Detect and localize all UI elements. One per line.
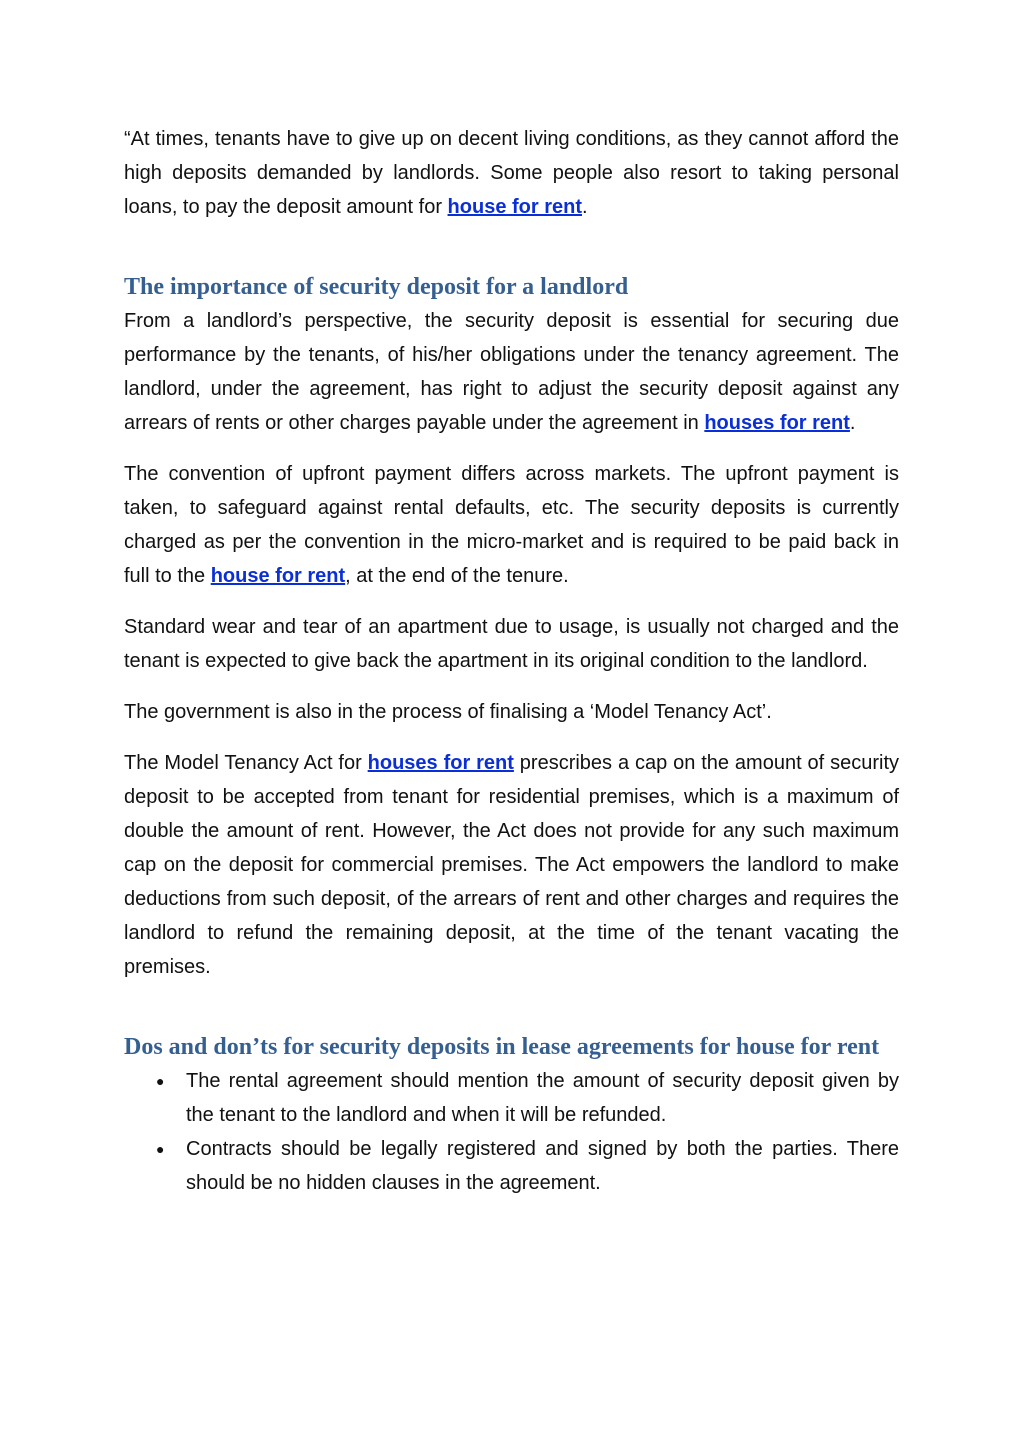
- document-page: [124, 122, 899, 1200]
- paragraph-text: From a landlord’s perspective, the security deposit is essential for securing due performance by the tenants, of his/her obligations under the tenancy agreement. The landlord, under the agreement, has right to adjust the security deposit against any arrears of rents or other charges payable under the agreement in: [124, 310, 899, 434]
- houses-for-rent-link[interactable]: houses for rent: [367, 752, 514, 774]
- upfront-payment-paragraph: [124, 457, 899, 593]
- intro-paragraph: [124, 122, 899, 224]
- wear-and-tear-paragraph: Standard wear and tear of an apartment due to usage, is usually not charged and the tenant is expected to give back the apartment in its original condition to the landlord.: [124, 616, 899, 672]
- list-item: [156, 1064, 899, 1132]
- tenancy-act-cap-paragraph: [124, 746, 899, 984]
- paragraph-text: The Model Tenancy Act for: [124, 752, 368, 774]
- paragraph-text: The convention of upfront payment differs across markets. The upfront payment is taken, to safeguard against rental defaults, etc. The security deposits is currently charged as per the convention in the micro-market and is required to be paid back in full to the: [124, 463, 899, 587]
- bullet-icon: ●: [156, 1141, 165, 1157]
- house-for-rent-link[interactable]: house for rent: [447, 196, 582, 218]
- paragraph-text: , at the end of the tenure.: [345, 565, 569, 587]
- list-item-text: The rental agreement should mention the amount of security deposit given by the tenant to the landlord and when it will be refunded.: [186, 1070, 899, 1126]
- landlord-perspective-paragraph: [124, 304, 899, 440]
- list-item-text: Contracts should be legally registered and signed by both the parties. There should be no hidden clauses in the agreement.: [186, 1138, 899, 1194]
- list-item: [156, 1132, 899, 1200]
- intro-text-a: “At times, tenants have to give up on decent living conditions, as they cannot afford the high deposits demanded by landlords. Some people also resort to taking personal loans, to pay the deposit amount for: [124, 128, 899, 218]
- paragraph-text: prescribes a cap on the amount of security deposit to be accepted from tenant for residential premises, which is a maximum of double the amount of rent. However, the Act does not provide for any such maximum cap on the deposit for commercial premises. The Act empowers the landlord to make deductions from such deposit, of the arrears of rent and other charges and requires the landlord to refund the remaining deposit, at the time of the tenant vacating the premises.: [124, 752, 900, 978]
- intro-text-b: .: [582, 196, 588, 218]
- section-heading-importance: The importance of security deposit for a landlord: [124, 274, 629, 300]
- paragraph-text: .: [849, 412, 856, 434]
- house-for-rent-link[interactable]: house for rent: [210, 565, 346, 587]
- houses-for-rent-link[interactable]: houses for rent: [704, 412, 850, 434]
- section-heading-dos-and-donts: Dos and don’ts for security deposits in lease agreements for house for rent: [124, 1034, 880, 1060]
- bullet-icon: ●: [156, 1073, 165, 1089]
- dos-and-donts-list: [124, 1064, 899, 1200]
- model-tenancy-act-paragraph: The government is also in the process of finalising a ‘Model Tenancy Act’.: [124, 701, 772, 723]
